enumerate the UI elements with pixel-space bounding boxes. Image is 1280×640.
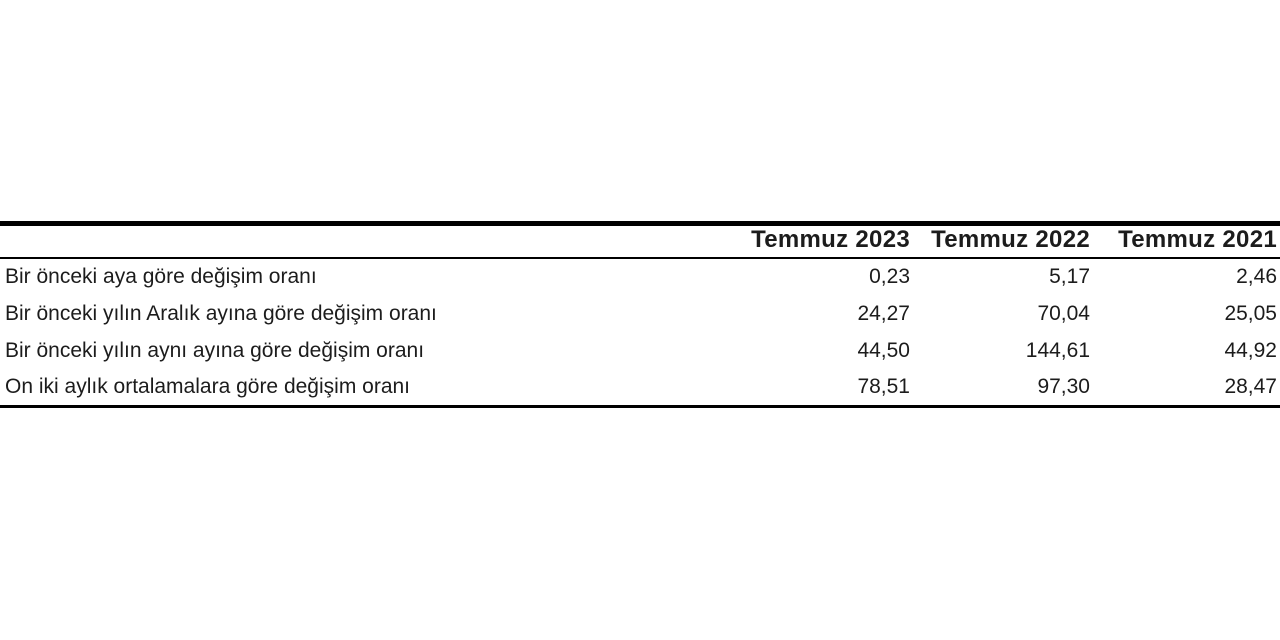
- cell-value: 25,05: [1224, 301, 1277, 325]
- cell-value: 78,51: [857, 374, 910, 398]
- cell-value: 70,04: [1037, 301, 1090, 325]
- table-row: [0, 295, 1280, 332]
- cell-value: 44,92: [1224, 338, 1277, 362]
- table-row: [0, 369, 1280, 406]
- row-label: Bir önceki yılın Aralık ayına göre değişim oranı: [5, 301, 437, 325]
- column-header-temmuz-2022: Temmuz 2022: [931, 226, 1090, 253]
- row-label-header: [0, 224, 643, 259]
- cell-value: 144,61: [1025, 338, 1090, 362]
- column-header-temmuz-2023: Temmuz 2023: [751, 226, 910, 253]
- cell-value: 28,47: [1224, 374, 1277, 398]
- row-label: Bir önceki aya göre değişim oranı: [5, 265, 317, 288]
- cell-value: 24,27: [857, 301, 910, 325]
- change-rate-table: [0, 221, 1280, 408]
- cell-value: 2,46: [1236, 265, 1277, 288]
- table-row: [0, 332, 1280, 369]
- column-header-temmuz-2021: Temmuz 2021: [1118, 226, 1277, 253]
- cell-value: 97,30: [1037, 374, 1090, 398]
- cell-value: 5,17: [1049, 265, 1090, 288]
- row-label: On iki aylık ortalamalara göre değişim oranı: [5, 374, 411, 398]
- table-row: [0, 258, 1280, 295]
- header-row: [0, 224, 1280, 259]
- cell-value: 44,50: [857, 338, 910, 362]
- row-label: Bir önceki yılın aynı ayına göre değişim oranı: [5, 338, 425, 362]
- cell-value: 0,23: [869, 265, 910, 288]
